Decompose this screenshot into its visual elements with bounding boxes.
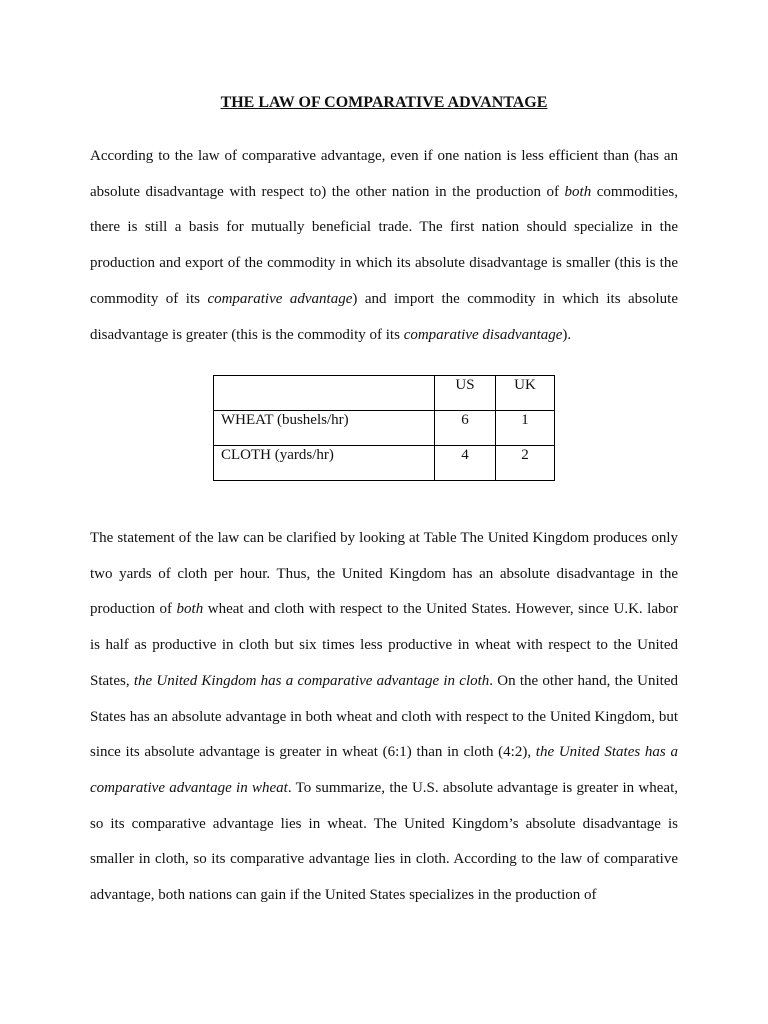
- italic-run: the United Kingdom has a comparative advantage in cloth: [133, 672, 490, 689]
- italic-run: both: [564, 183, 592, 200]
- text-run: wheat and cloth with respect to the United States. However, since U.K. labor is half as productive in cloth but six times less productive in wheat with respect to the United States,: [90, 601, 679, 689]
- table-header-cell: UK: [496, 376, 555, 411]
- italic-run: both: [176, 601, 204, 618]
- text-run: . On the other hand, the United States has an absolute advantage in both wheat and cloth with respect to the United Kingdom, but since its absolute advantage is greater in wheat (6:1) than in cloth (4:2),: [90, 672, 678, 761]
- text-run: . To summarize, the U.S. absolute advantage is greater in wheat, so its comparative advantage lies in wheat. The United Kingdom’s absolute disadvantage is smaller in cloth, so its comparative advantage lies in cloth. According to the law of comparative advantage, both nations can gain if the United States specializes in the production of: [90, 779, 678, 904]
- text-run: According to the law of comparative advantage, even if one nation is less efficient than (has an absolute disadvantage with respect to) the other nation in the production of: [90, 148, 678, 200]
- table-cell: 6: [435, 411, 496, 446]
- table-row: [214, 446, 555, 481]
- text-run: ).: [562, 326, 572, 343]
- table-cell: 4: [435, 446, 496, 481]
- italic-run: the United States has a comparative advantage in wheat: [90, 744, 678, 796]
- italic-run: comparative advantage: [207, 290, 353, 307]
- text-run: commodities, there is still a basis for mutually beneficial trade. The first nation should specialize in the production and export of the commodity in which its absolute disadvantage is smaller (this is the commodity of its: [90, 183, 678, 307]
- text-run: ) and import the commodity in which its absolute disadvantage is greater (this is the commodity of its: [90, 290, 679, 343]
- table-header-row: [214, 376, 555, 411]
- productivity-table-wrapper: [213, 375, 555, 481]
- text-run: The statement of the law can be clarified by looking at Table The United Kingdom produces only two yards of cloth per hour. Thus, the United Kingdom has an absolute disadvantage in the production of: [90, 530, 678, 618]
- table-header-cell: US: [435, 376, 496, 411]
- table-row: [214, 411, 555, 446]
- table-cell: CLOTH (yards/hr): [214, 446, 435, 481]
- paragraph-intro: [90, 139, 678, 353]
- table-cell: 1: [496, 411, 555, 446]
- page-title: THE LAW OF COMPARATIVE ADVANTAGE: [220, 94, 548, 111]
- italic-run: comparative disadvantage: [403, 326, 563, 343]
- productivity-table: [213, 375, 555, 481]
- paragraph-explanation: [90, 521, 678, 914]
- table-cell: WHEAT (bushels/hr): [214, 411, 435, 446]
- table-cell: 2: [496, 446, 555, 481]
- table-header-cell: [214, 376, 435, 411]
